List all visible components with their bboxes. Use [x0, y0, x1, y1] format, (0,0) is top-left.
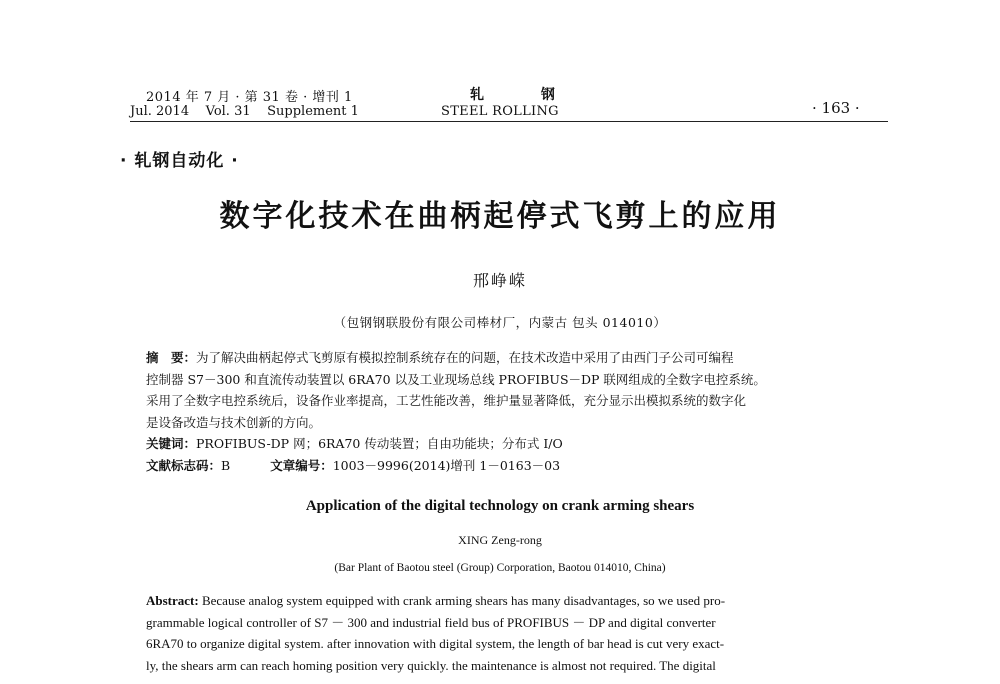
- keywords-line: [146, 433, 860, 455]
- abstract-cn-text: 为了解决曲柄起停式飞剪原有模拟控制系统存在的问题，在技术改造中采用了由西门子公司可编程: [196, 350, 734, 365]
- keywords-text: PROFIBUS-DP 网；6RA70 传动装置；自由功能块；分布式 I/O: [196, 436, 563, 451]
- issue-info-en: Jul. 2014 Vol. 31 Supplement 1: [130, 104, 359, 119]
- doc-code-value: B: [221, 457, 231, 473]
- english-abstract-text: Because analog system equipped with crank arming shears has many disadvantages, so we used pro-: [198, 593, 726, 608]
- header-rule: [130, 121, 888, 122]
- english-abstract-label: Abstract:: [146, 593, 199, 608]
- english-abstract-line: ly, the shears arm can reach homing position very quickly. the maintenance is almost not required. The digital: [146, 657, 716, 673]
- abstract-cn: [146, 347, 860, 476]
- abstract-cn-line: [146, 347, 860, 369]
- classification-line: [146, 455, 860, 477]
- issue-info-cn: 2014 年 7 月 · 第 31 卷 · 增刊 1: [146, 90, 353, 105]
- journal-name-en: STEEL ROLLING: [441, 104, 559, 119]
- doc-code-label: 文献标志码：: [146, 457, 222, 473]
- english-affiliation: (Bar Plant of Baotou steel (Group) Corporation, Baotou 014010, China): [334, 562, 666, 574]
- english-abstract-line: [146, 590, 860, 612]
- author-name: 邢峥嵘: [472, 271, 527, 290]
- abstract-cn-line: 是设备改造与技术创新的方向。: [146, 414, 322, 430]
- article-number-value: 1003－9996(2014)增刊 1－0163－03: [332, 457, 561, 473]
- paper-title: 数字化技术在曲柄起停式飞剪上的应用: [219, 199, 781, 234]
- journal-name-cn: 轧 钢: [470, 87, 581, 103]
- english-abstract: [146, 590, 860, 676]
- abstract-cn-line: 采用了全数字电控系统后，设备作业率提高，工艺性能改善，维护量显著降低，充分显示出模拟系统的数字化: [146, 393, 747, 408]
- english-title: Application of the digital technology on crank arming shears: [305, 498, 695, 514]
- english-abstract-line: 6RA70 to organize digital system. after innovation with digital system, the length of bar head is cut very exact-: [146, 636, 725, 651]
- abstract-cn-line: 控制器 S7－300 和直流传动装置以 6RA70 以及工业现场总线 PROFIBUS－DP 联网组成的全数字电控系统。: [146, 371, 766, 387]
- page-number: · 163 ·: [812, 99, 860, 117]
- english-abstract-line: grammable logical controller of S7 － 300 and industrial field bus of PROFIBUS － DP and digital converter: [146, 614, 716, 630]
- article-number-label: 文章编号：: [270, 457, 333, 473]
- keywords-label: 关键词：: [146, 436, 197, 451]
- section-label: · 轧钢自动化 ·: [120, 151, 239, 171]
- english-author: XING Zeng-rong: [458, 533, 542, 547]
- author-affiliation: （包钢钢联股份有限公司棒材厂，内蒙古 包头 014010）: [333, 315, 667, 330]
- abstract-cn-label: 摘 要：: [146, 350, 197, 365]
